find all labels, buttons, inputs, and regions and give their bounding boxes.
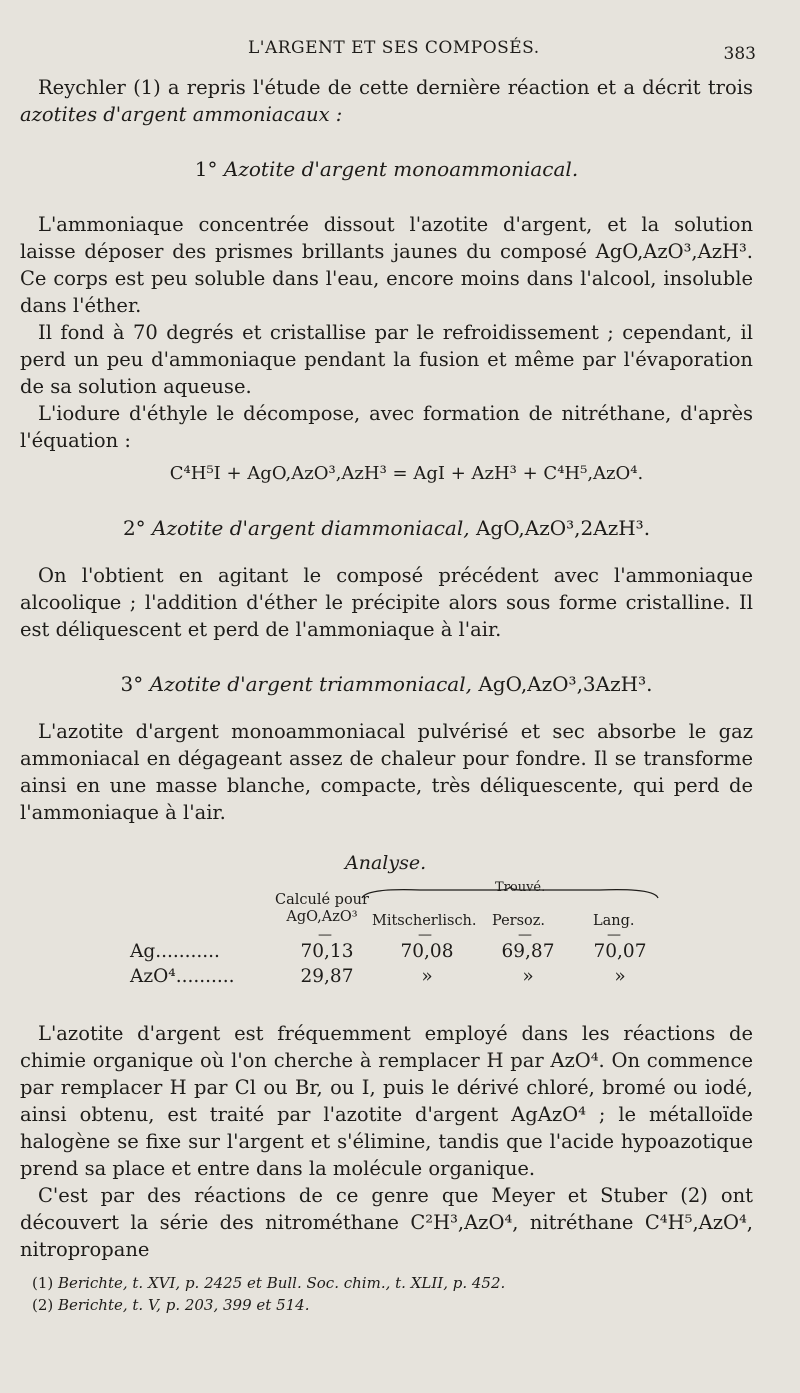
footnote-mark: (1) — [32, 1274, 54, 1292]
section2-title: Azotite d'argent diammoniacal, — [152, 516, 470, 540]
found-value: » — [522, 966, 534, 987]
section2-heading — [20, 515, 753, 542]
footnote-text: Berichte, t. V, p. 203, 399 et 514. — [58, 1296, 310, 1314]
section3-formula: AgO,AzO³,3AzH³. — [478, 672, 653, 696]
analysis-title: Analyse. — [345, 852, 427, 874]
equation: C⁴H⁵I + AgO,AzO³,AzH³ = AgI + AzH³ + C⁴H⁵,AzO⁴. — [169, 463, 644, 484]
footnote-text: Berichte, t. XVI, p. 2425 et Bull. Soc. chim., t. XLII, p. 452. — [58, 1274, 506, 1292]
found-value: 70,08 — [400, 941, 454, 962]
calc-label — [275, 892, 369, 926]
section3-heading — [20, 671, 753, 698]
section1-paragraph-2: Il fond à 70 degrés et cristallise par le refroidissement ; cependant, il perd un peu d'ammoniaque pendant la fusion et même par l'évaporation de sa solution aqueuse. — [20, 321, 753, 398]
running-title: L'ARGENT ET SES COMPOSÉS. — [248, 38, 540, 58]
found-value: 69,87 — [501, 941, 555, 962]
found-brace — [360, 886, 660, 900]
calc-label-line1: Calculé pour — [275, 892, 369, 908]
intro-italic: azotites d'argent ammoniacaux : — [20, 103, 343, 126]
footnote — [32, 1294, 505, 1316]
column-header: Lang. — [593, 913, 635, 929]
section3-number: 3° — [120, 672, 144, 696]
intro-paragraph — [20, 74, 753, 128]
found-value: » — [614, 966, 626, 987]
section1-heading — [20, 156, 753, 183]
section1-number: 1° — [194, 157, 218, 181]
closing-paragraph-2: C'est par des réactions de ce genre que Meyer et Stuber (2) ont découvert la série des nitrométhane C²H³,AzO⁴, nitréthane C⁴H⁵,AzO⁴, nitropropane — [20, 1184, 753, 1261]
found-value: 70,07 — [593, 941, 647, 962]
page-body — [20, 74, 753, 1263]
footnote — [32, 1272, 505, 1294]
page-header — [0, 36, 800, 66]
column-header: Persoz. — [492, 913, 546, 929]
calc-label-line2: AgO,AzO³ — [286, 909, 358, 925]
analysis-table: Analyse. Trouvé. Calculé pour AgO,AzO³ Mitscherlisch. Persoz. Lang. — — — — Ag........... 70,13 70,08 69,87 70,07 AzO⁴.......... 29,87 » » » — [20, 850, 753, 1020]
row-label: AzO⁴.......... — [130, 966, 235, 987]
column-header: Mitscherlisch. — [372, 913, 477, 929]
section1-title: Azotite d'argent monoammoniacal. — [223, 157, 579, 181]
section1-paragraph-3: L'iodure d'éthyle le décompose, avec formation de nitréthane, d'après l'équation : — [20, 402, 753, 452]
section2-formula: AgO,AzO³,2AzH³. — [475, 516, 651, 540]
page-number: 383 — [723, 44, 756, 64]
footnotes — [32, 1272, 505, 1316]
section3-title: Azotite d'argent triammoniacal, — [149, 672, 472, 696]
intro-text: Reychler (1) a repris l'étude de cette dernière réaction et a décrit trois — [38, 76, 753, 99]
found-label: Trouvé. — [495, 880, 546, 895]
calc-value: 70,13 — [300, 941, 354, 962]
section2-paragraph: On l'obtient en agitant le composé précédent avec l'ammoniaque alcoolique ; l'addition d'éther le précipite alors sous forme cristalline. Il est déliquescent et perd de l'ammoniaque à l'air. — [20, 564, 753, 641]
closing-paragraph-1: L'azotite d'argent est fréquemment employé dans les réactions de chimie organique où l'on cherche à remplacer H par AzO⁴. On commence par remplacer H par Cl ou Br, ou I, puis le dérivé chloré, bromé ou iodé, ainsi obtenu, est traité par l'azotite d'argent AgAzO⁴ ; le métalloïde halogène se fixe sur l'argent et s'élimine, tandis que l'acide hypoazotique prend sa place et entre dans la molécule organique. — [20, 1022, 753, 1180]
section3-paragraph: L'azotite d'argent monoammoniacal pulvérisé et sec absorbe le gaz ammoniacal en dégageant assez de chaleur pour fondre. Il se transforme ainsi en une masse blanche, compacte, très déliquescente, qui perd de l'ammoniaque à l'air. — [20, 720, 753, 824]
found-value: » — [421, 966, 433, 987]
row-label: Ag........... — [130, 941, 220, 962]
section1-paragraph-1: L'ammoniaque concentrée dissout l'azotite d'argent, et la solution laisse déposer des prismes brillants jaunes du composé AgO,AzO³,AzH³. Ce corps est peu soluble dans l'eau, encore moins dans l'alcool, insoluble dans l'éther. — [20, 213, 753, 317]
section2-number: 2° — [122, 516, 146, 540]
footnote-mark: (2) — [32, 1296, 54, 1314]
calc-value: 29,87 — [300, 966, 354, 987]
